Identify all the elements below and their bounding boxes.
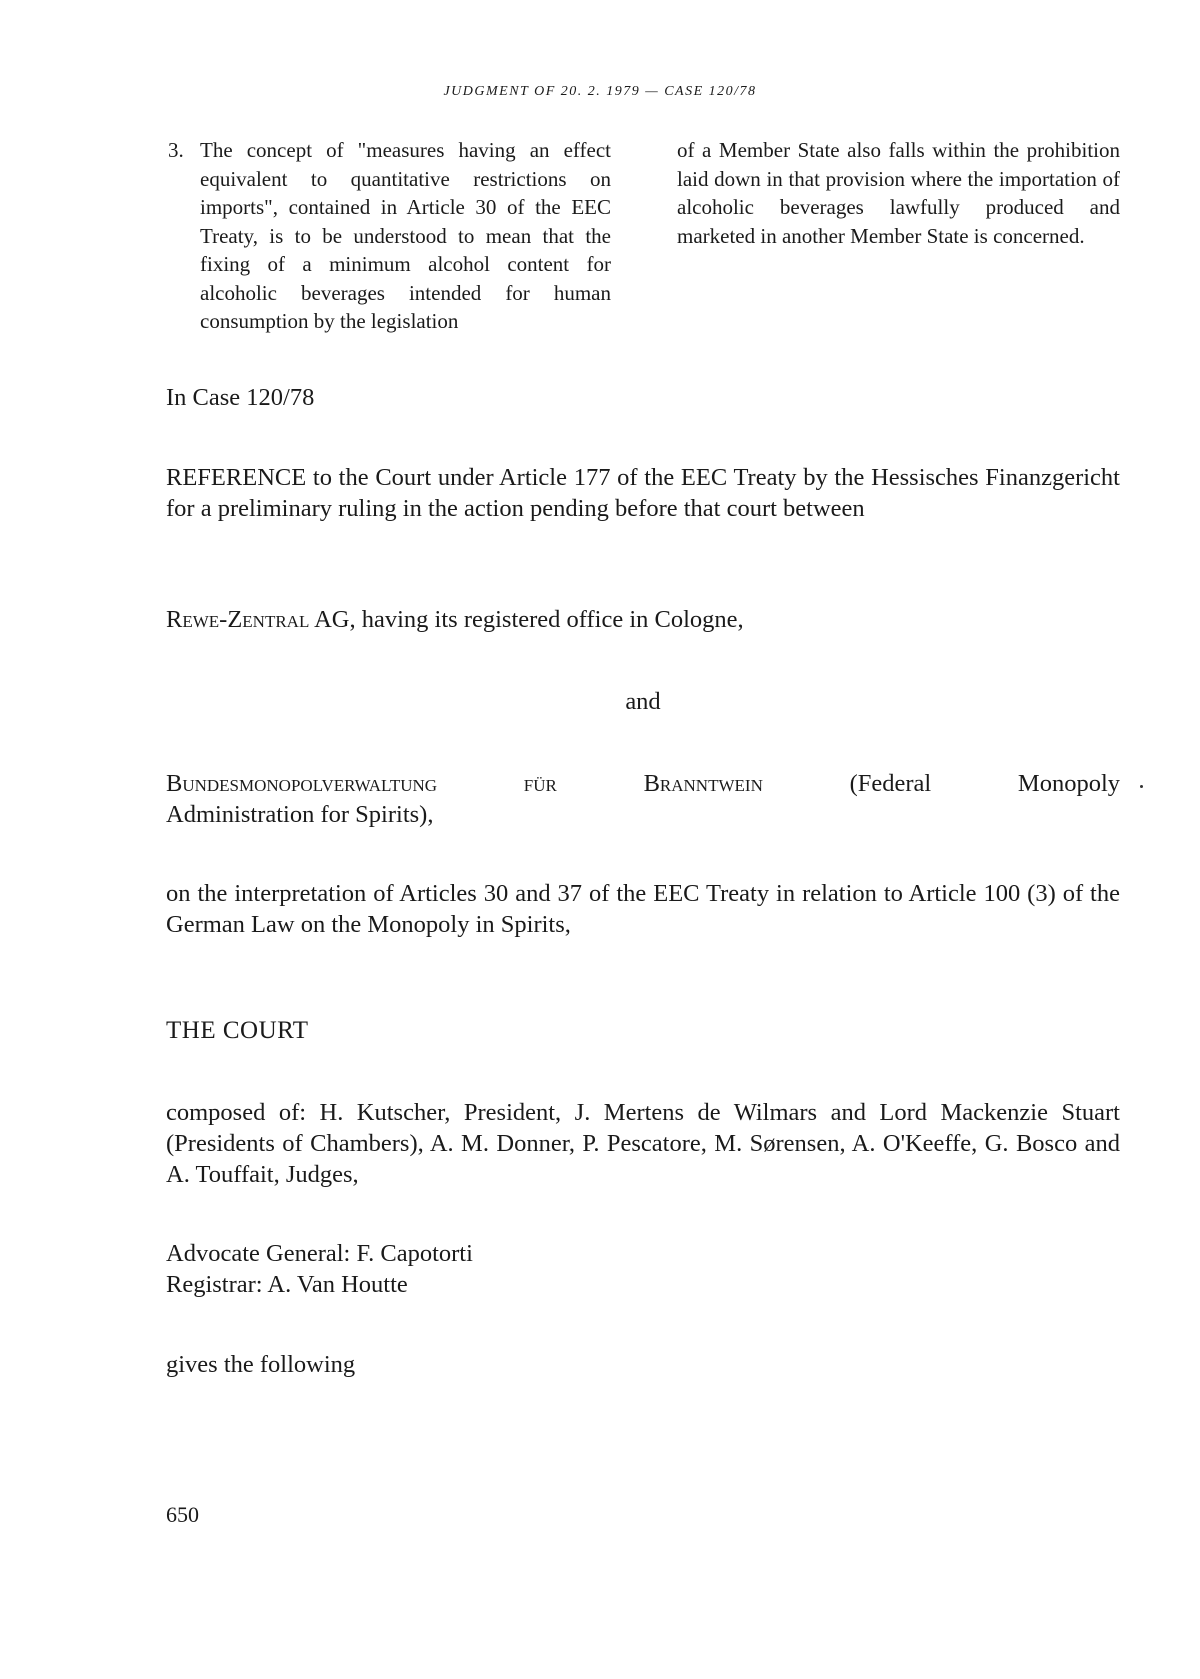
party-two-word: Monopoly	[1017, 770, 1120, 797]
case-line: In Case 120/78	[166, 384, 315, 411]
page-number: 650	[166, 1502, 199, 1527]
headnote-left-text: The concept of "measures having an effect equivalent to quantitative restrictions on imports", contained in Article 30 of the EEC Treaty, is to be understood to mean that the fixing of a minimum alcohol content for alcoholic beverages intended for human consumption by the legislation	[200, 138, 611, 333]
officers	[166, 1238, 1120, 1300]
court-heading: THE COURT	[166, 1017, 309, 1044]
composition-paragraph: composed of: H. Kutscher, President, J. Mertens de Wilmars and Lord Mackenzie Stuart (Presidents of Chambers), A. M. Donner, P. Pescatore, M. Sørensen, A. O'Keeffe, G. Bosco and A. Touffait, Judges,	[166, 1099, 1120, 1188]
party-one	[166, 604, 1120, 635]
party-two-line-2: Administration for Spirits),	[166, 801, 434, 828]
headnote-left-column	[168, 136, 611, 336]
reference-paragraph: REFERENCE to the Court under Article 177 of the EEC Treaty by the Hessisches Finanzgericht for a preliminary ruling in the action pending before that court between	[166, 464, 1120, 522]
party-two-word: für	[523, 770, 557, 797]
running-header: JUDGMENT OF 20. 2. 1979 — CASE 120/78	[443, 84, 757, 99]
headnote-right-column: of a Member State also falls within the prohibition laid down in that provision where the importation of alcoholic beverages lawfully produced and marketed in another Member State is concerned.	[677, 138, 1120, 248]
party-two	[166, 768, 1120, 830]
interpretation-paragraph: on the interpretation of Articles 30 and 37 of the EEC Treaty in relation to Article 100 (3) of the German Law on the Monopoly in Spirits,	[166, 880, 1120, 938]
headnote-number: 3.	[168, 138, 184, 162]
party-two-line-1	[166, 768, 1120, 799]
party-one-details: AG, having its registered office in Cologne,	[309, 606, 744, 633]
headnote-item	[168, 136, 611, 336]
margin-mark	[1140, 785, 1143, 788]
party-two-word: Bundesmonopolverwaltung	[166, 770, 438, 797]
registrar: Registrar: A. Van Houtte	[166, 1271, 408, 1298]
advocate-general: Advocate General: F. Capotorti	[166, 1240, 473, 1267]
party-one-name: Rewe-Zentral	[166, 606, 310, 633]
party-two-word: Branntwein	[643, 770, 763, 797]
and-separator: and	[625, 688, 661, 715]
gives-the-following: gives the following	[166, 1351, 356, 1378]
headnote	[168, 136, 1120, 336]
party-two-word: (Federal	[849, 770, 932, 797]
